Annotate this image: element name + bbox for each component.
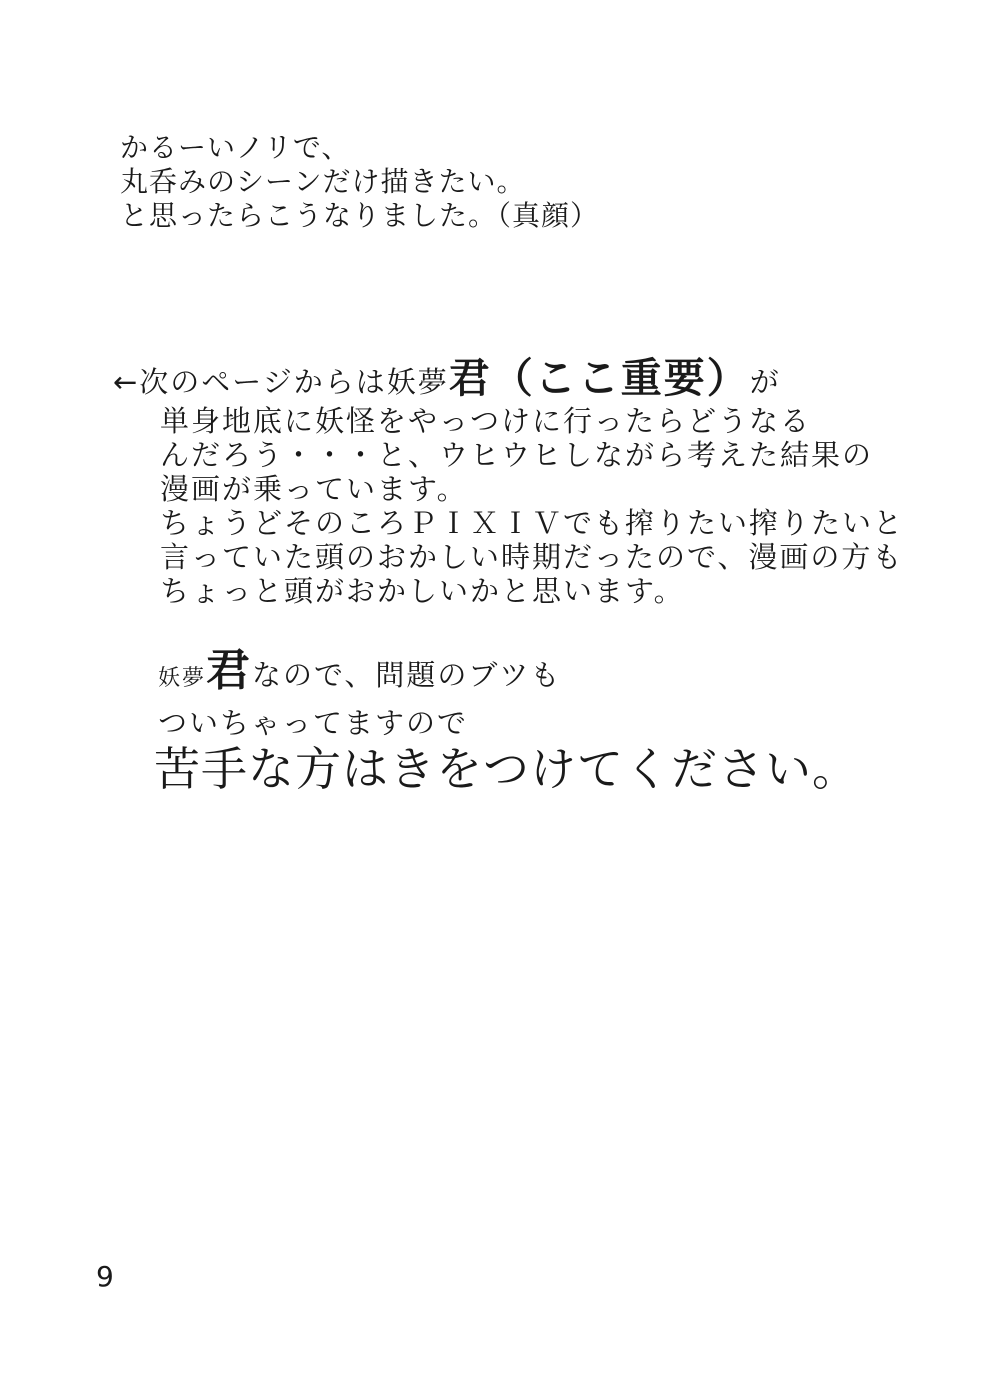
- note-line: 漫画が乗っています。: [160, 472, 468, 506]
- warning-big-line: 苦手な方はきをつけてください。: [154, 742, 859, 796]
- note-line1-pre: ←次のページからは妖夢: [113, 365, 449, 399]
- warning-line1-pre: 妖夢: [158, 666, 207, 691]
- note-line: 言っていた頭のおかしい時期だったので、漫画の方も: [160, 540, 904, 574]
- note-line: んだろう・・・と、ウヒウヒしながら考えた結果の: [160, 438, 874, 472]
- intro-paragraph: [120, 131, 599, 233]
- note-first-line: [113, 356, 781, 404]
- intro-line: 丸呑みのシーンだけ描きたい。: [120, 165, 526, 198]
- page-number: 9: [96, 1260, 114, 1293]
- note-line1-emphasis: 君（ここ重要）: [448, 354, 750, 402]
- note-line: 単身地底に妖怪をやっつけに行ったらどうなる: [160, 404, 812, 438]
- note-paragraph: [160, 404, 904, 608]
- warning-line1-emphasis: 君: [206, 645, 253, 696]
- intro-line: と思ったらこうなりました。（真顔）: [120, 199, 600, 232]
- intro-line: かるーいノリで、: [120, 131, 351, 164]
- note-line: ちょっと頭がおかしいかと思います。: [160, 574, 685, 608]
- warning-paragraph: [154, 645, 859, 796]
- warning-first-line: [158, 645, 859, 702]
- warning-second-line: ついちゃってますので: [158, 706, 469, 740]
- note-line: ちょうどそのころＰＩＸＩＶでも搾りたい搾りたいと: [160, 506, 905, 540]
- note-line1-post: が: [749, 365, 781, 399]
- warning-line1-post: なので、問題のブツも: [252, 658, 562, 692]
